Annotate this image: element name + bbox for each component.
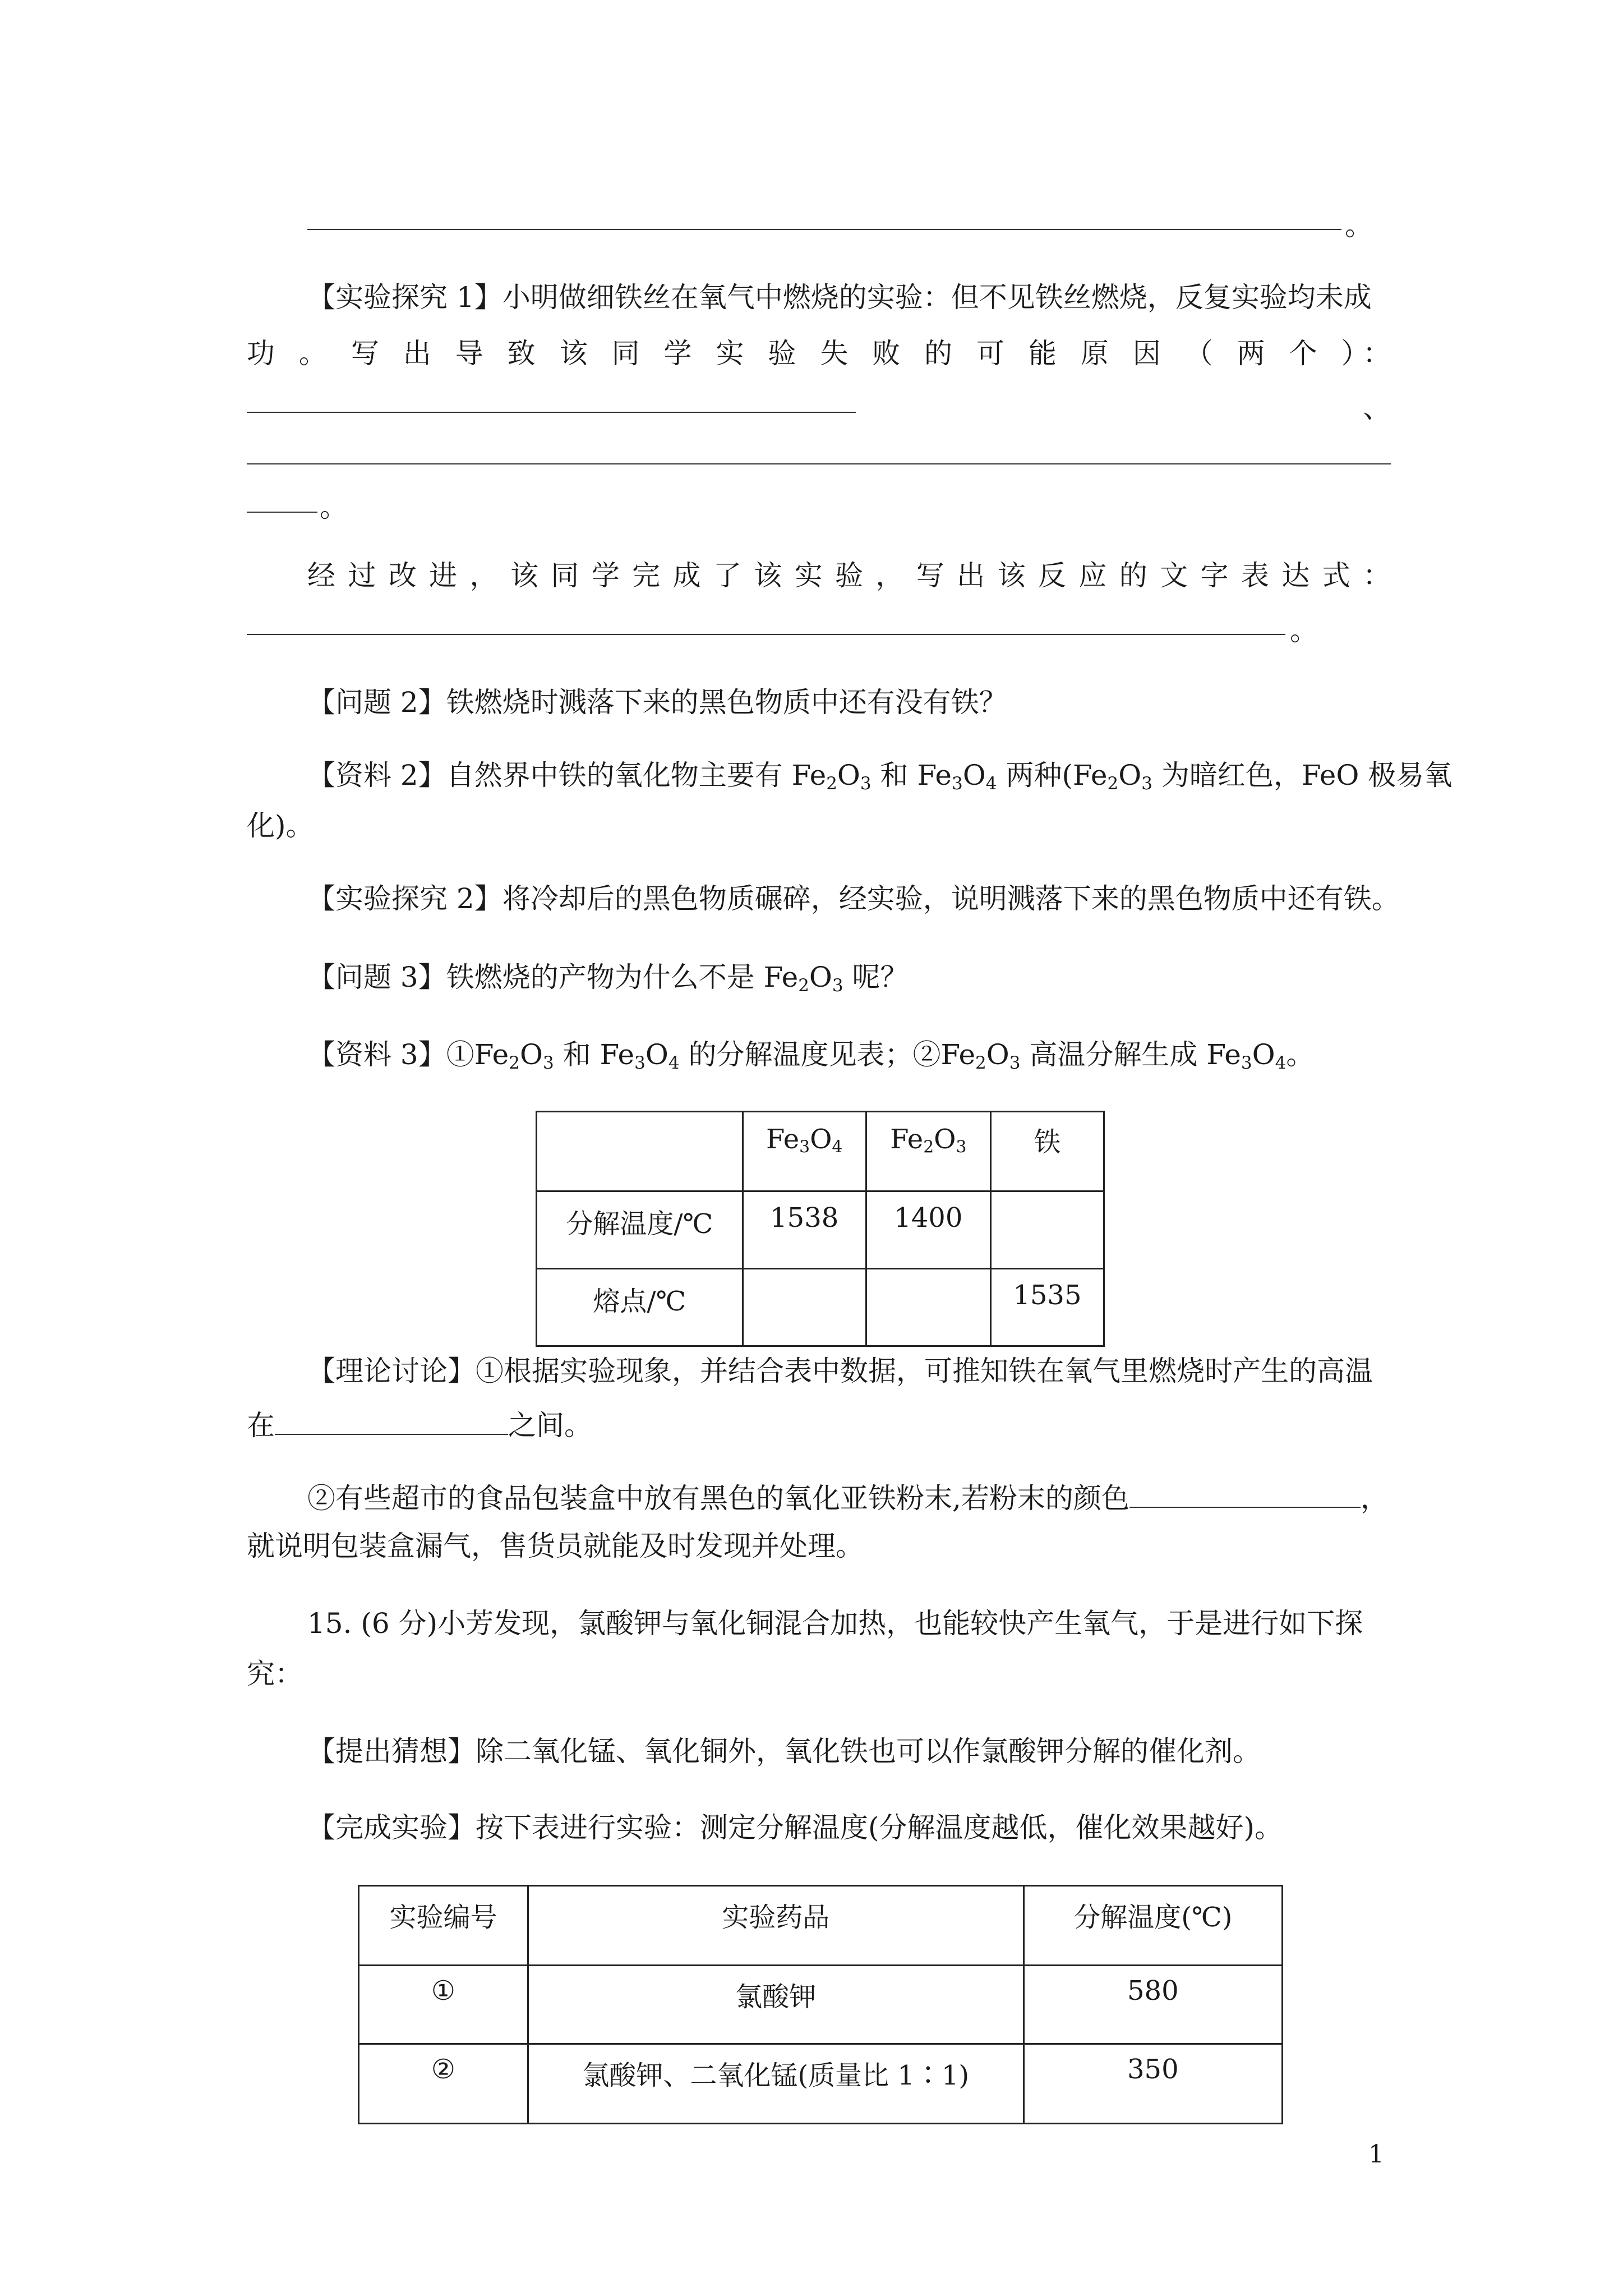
table-header-cell: 铁 xyxy=(990,1112,1104,1191)
separator: 、 xyxy=(1363,392,1391,424)
exp1-label: 【实验探究 1】 xyxy=(307,281,502,314)
formula-fe3o4: $Fe_3O_4$ xyxy=(1206,1038,1287,1073)
table-cell: 1538 xyxy=(743,1191,866,1269)
decomposition-table xyxy=(536,1111,1105,1347)
answer-blank[interactable] xyxy=(275,1404,508,1435)
table-cell: 1535 xyxy=(990,1269,1104,1346)
formula-fe2o3: $Fe_2O_3$ xyxy=(1072,759,1152,794)
complete-line: 【完成实验】按下表进行实验：测定分解温度(分解温度越低，催化效果越好)。 xyxy=(307,1811,1283,1844)
theory-line1: 【理论讨论】①根据实验现象，并结合表中数据，可推知铁在氧气里燃烧时产生的高温 xyxy=(307,1355,1373,1387)
table-cell xyxy=(866,1269,990,1346)
exp1-line2: 功 。 写 出 导 致 该 同 学 实 验 失 败 的 可 能 原 因 （ 两 个 ）： xyxy=(247,337,1391,370)
answer-blank-line[interactable] xyxy=(247,463,1391,464)
table-header-cell: 分解温度(℃) xyxy=(1023,1886,1282,1966)
answer-blank-line[interactable] xyxy=(307,229,1341,230)
theory-label: 【理论讨论】 xyxy=(307,1355,476,1387)
table-cell: ② xyxy=(359,2044,528,2124)
hypothesis-label: 【提出猜想】 xyxy=(307,1735,476,1768)
table-cell: 350 xyxy=(1023,2044,1282,2124)
formula-fe2o3: $Fe_2O_3$ xyxy=(791,759,872,794)
answer-blank-line[interactable] xyxy=(247,412,856,413)
data2-line2: 化)。 xyxy=(247,809,314,842)
improve-line: 经 过 改 进 ， 该 同 学 完 成 了 该 实 验 ， 写 出 该 反 应 的 文 字 表 达 式 ： xyxy=(307,559,1391,592)
table-header-cell: $Fe_3O_4$ xyxy=(743,1112,866,1191)
theory-p2-line2: 就说明包装盒漏气，售货员就能及时发现并处理。 xyxy=(247,1530,864,1562)
table-header-cell: $Fe_2O_3$ xyxy=(866,1112,990,1191)
experiment-table xyxy=(358,1885,1283,2124)
data3-label: 【资料 3】 xyxy=(307,1038,446,1071)
table-cell: 氯酸钾 xyxy=(528,1966,1023,2044)
data2-label: 【资料 2】 xyxy=(307,759,446,792)
answer-blank-line[interactable] xyxy=(247,634,1285,635)
table-header-cell xyxy=(537,1112,743,1191)
table-header-cell: 实验药品 xyxy=(528,1886,1023,1966)
table-cell: 580 xyxy=(1023,1966,1282,2044)
formula-fe2o3: $Fe_2O_3$ xyxy=(940,1038,1021,1073)
q3-line: 【问题 3】铁燃烧的产物为什么不是 $Fe_2O_3$ 呢？ xyxy=(307,961,909,996)
theory-p2-line1: ②有些超市的食品包装盒中放有黑色的氧化亚铁粉末,若粉末的颜色 ， xyxy=(307,1476,1389,1516)
period: 。 xyxy=(1290,614,1318,647)
table-cell: 熔点/℃ xyxy=(537,1269,743,1346)
period: 。 xyxy=(320,491,348,523)
formula-fe2o3: $Fe_2O_3$ xyxy=(474,1038,554,1073)
q3-label: 【问题 3】 xyxy=(307,961,446,993)
table-cell: 氯酸钾、二氧化锰(质量比 1∶1) xyxy=(528,2044,1023,2124)
data2-line1: 【资料 2】自然界中铁的氧化物主要有 $Fe_2O_3$ 和 $Fe_3O_4$ 两种($Fe_2O_3$ 为暗红色，FeO 极易氧 xyxy=(307,759,1453,794)
data3-line: 【资料 3】$①Fe_2O_3$ 和 $Fe_3O_4$ 的分解温度见表；$②Fe_2O_3$ 高温分解生成 $Fe_3O_4$。 xyxy=(307,1038,1315,1073)
q2-label: 【问题 2】 xyxy=(307,686,446,719)
table-cell: ① xyxy=(359,1966,528,2044)
table-cell xyxy=(743,1269,866,1346)
exp2-line: 【实验探究 2】将冷却后的黑色物质碾碎，经实验，说明溅落下来的黑色物质中还有铁。 xyxy=(307,882,1400,915)
exp1-line1: 【实验探究 1】小明做细铁丝在氧气中燃烧的实验：但不见铁丝燃烧，反复实验均未成 xyxy=(307,281,1372,314)
answer-blank-line[interactable] xyxy=(247,512,317,513)
page-number: 1 xyxy=(1368,2140,1384,2169)
table-cell: 1400 xyxy=(866,1191,990,1269)
complete-label: 【完成实验】 xyxy=(307,1811,476,1844)
hypothesis-line: 【提出猜想】除二氧化锰、氧化铜外，氧化铁也可以作氯酸钾分解的催化剂。 xyxy=(307,1735,1261,1768)
theory-line2: 在 之间。 xyxy=(247,1404,592,1443)
answer-blank[interactable] xyxy=(1129,1476,1361,1508)
table-header-cell: 实验编号 xyxy=(359,1886,528,1966)
q2-line: 【问题 2】铁燃烧时溅落下来的黑色物质中还有没有铁？ xyxy=(307,686,1007,719)
period: 。 xyxy=(1345,209,1373,242)
formula-fe2o3: $Fe_2O_3$ xyxy=(763,961,843,996)
formula-fe3o4: $Fe_3O_4$ xyxy=(600,1038,680,1073)
q15-line1: 15. (6 分)小芳发现，氯酸钾与氧化铜混合加热，也能较快产生氧气，于是进行如下探 xyxy=(307,1607,1363,1640)
q15-line2: 究： xyxy=(247,1658,303,1690)
table-cell: 分解温度/℃ xyxy=(537,1191,743,1269)
formula-fe3o4: $Fe_3O_4$ xyxy=(917,759,997,794)
exp2-label: 【实验探究 2】 xyxy=(307,882,502,915)
table-cell xyxy=(990,1191,1104,1269)
